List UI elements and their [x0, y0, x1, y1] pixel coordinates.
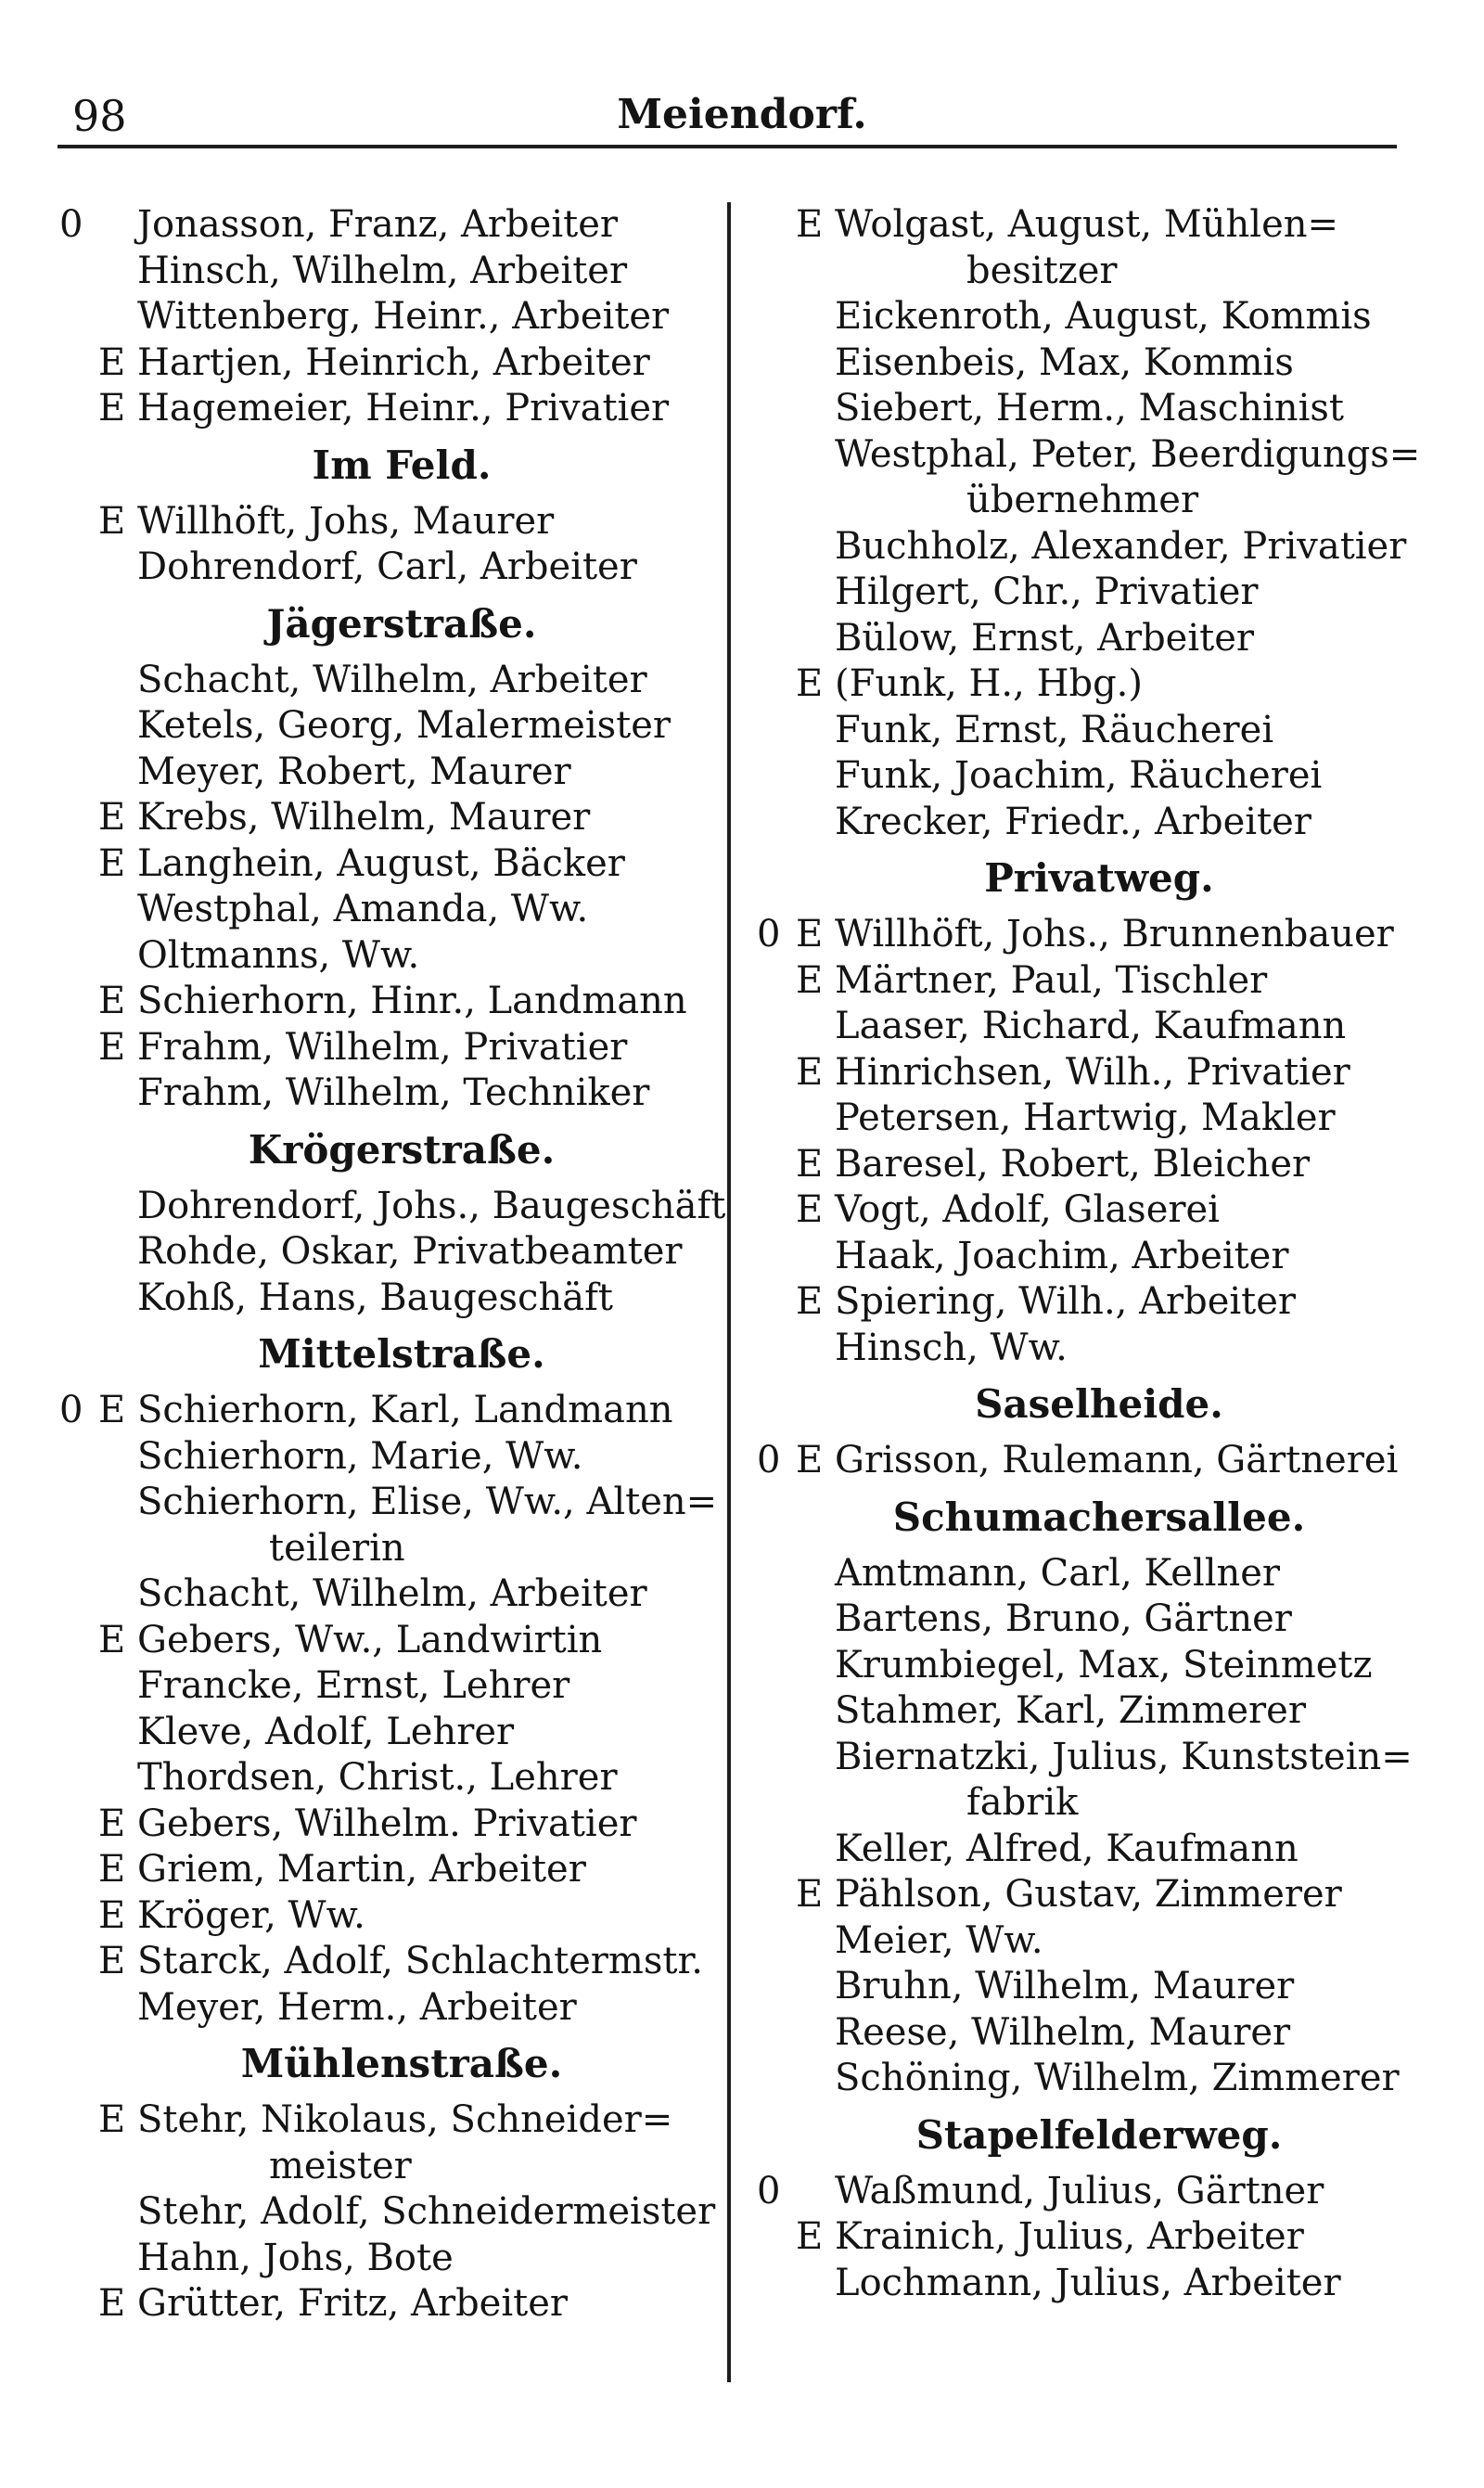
resident-entry	[100, 1434, 703, 1481]
resident-text: Krumbiegel, Max, Steinmetz	[835, 1643, 1373, 1686]
resident-text: Krecker, Friedr., Arbeiter	[835, 800, 1311, 843]
resident-text: Bartens, Bruno, Gärtner	[835, 1597, 1292, 1640]
resident-entry	[798, 1735, 1413, 1781]
resident-text: Keller, Alfred, Kaufmann	[835, 1827, 1298, 1870]
resident-text: Griem, Martin, Arbeiter	[137, 1848, 586, 1891]
resident-entry	[100, 1802, 703, 1848]
e-marker: E	[98, 1389, 126, 1431]
resident-entry	[757, 912, 1401, 958]
resident-text: Frahm, Wilhelm, Techniker	[137, 1071, 650, 1114]
resident-entry	[798, 1326, 1401, 1372]
street-heading: Stapelfelderweg.	[915, 2111, 1283, 2158]
resident-text: Hilgert, Chr., Privatier	[835, 571, 1259, 613]
resident-entry	[757, 1438, 1401, 1484]
resident-text: Amtmann, Carl, Kellner	[835, 1551, 1281, 1595]
e-marker: E	[98, 2282, 126, 2325]
resident-entry	[798, 1279, 1401, 1326]
resident-text: Pählson, Gustav, Zimmerer	[835, 1873, 1342, 1916]
resident-text: Grisson, Rulemann, Gärtnerei	[835, 1439, 1399, 1481]
resident-text: Kohß, Hans, Baugeschäft	[137, 1276, 613, 1319]
resident-text: Krainich, Julius, Arbeiter	[835, 2215, 1304, 2258]
resident-entry	[100, 1071, 703, 1117]
resident-text: Wittenberg, Heinr., Arbeiter	[137, 295, 670, 338]
column-divider	[727, 202, 731, 2382]
resident-entry	[100, 1276, 703, 1322]
resident-entry	[798, 340, 1401, 387]
resident-text: Ketels, Georg, Malermeister	[137, 704, 672, 747]
resident-text: Baresel, Robert, Bleicher	[835, 1142, 1311, 1186]
resident-entry	[59, 1388, 703, 1434]
resident-text: Petersen, Hartwig, Makler	[835, 1097, 1336, 1139]
resident-entry	[100, 1755, 703, 1802]
zero-marker: 0	[757, 913, 781, 955]
resident-entry	[757, 2169, 1401, 2215]
e-marker: E	[796, 203, 824, 246]
resident-text: Hinrichsen, Wilh., Privatier	[835, 1050, 1350, 1094]
resident-text: Starck, Adolf, Schlachtermstr.	[137, 1940, 703, 1982]
resident-entry	[100, 979, 703, 1025]
street-heading: Im Feld.	[312, 442, 492, 488]
street-heading: Krögerstraße.	[248, 1126, 556, 1173]
resident-entry	[798, 800, 1401, 846]
resident-text: Eickenroth, August, Kommis	[835, 295, 1372, 338]
left-column	[59, 202, 726, 2328]
resident-entry	[100, 795, 703, 841]
resident-text: Hinsch, Ww.	[835, 1326, 1068, 1369]
resident-text: Krebs, Wilhelm, Maurer	[137, 796, 591, 839]
resident-entry	[100, 1663, 703, 1710]
resident-entry	[100, 703, 703, 750]
resident-text: Vogt, Adolf, Glaserei	[835, 1188, 1220, 1231]
resident-entry	[798, 1551, 1401, 1597]
resident-text: Stehr, Nikolaus, Schneider=	[137, 2098, 673, 2141]
resident-text: Langhein, August, Bäcker	[137, 841, 625, 885]
resident-text: Westphal, Peter, Beerdigungs=	[835, 432, 1421, 476]
e-marker: E	[98, 499, 126, 543]
resident-entry	[798, 1096, 1401, 1142]
resident-text: Buchholz, Alexander, Privatier	[835, 524, 1407, 568]
resident-entry	[100, 887, 703, 933]
resident-text: Haak, Joachim, Arbeiter	[835, 1234, 1289, 1277]
resident-entry	[100, 2097, 703, 2144]
resident-entry	[798, 1643, 1401, 1689]
resident-text: Schierhorn, Karl, Landmann	[137, 1389, 673, 1431]
resident-text: Schierhorn, Elise, Ww., Alten=	[137, 1481, 718, 1523]
resident-entry	[100, 841, 703, 888]
resident-entry	[100, 340, 703, 387]
resident-text: Frahm, Wilhelm, Privatier	[137, 1025, 628, 1069]
e-marker: E	[98, 1940, 126, 1982]
resident-entry	[798, 386, 1401, 432]
street-heading: Saselheide.	[975, 1381, 1223, 1427]
street-heading: Schumachersallee.	[892, 1494, 1306, 1540]
resident-text: Reese, Wilhelm, Maurer	[835, 2010, 1291, 2054]
resident-text: Waßmund, Julius, Gärtner	[835, 2169, 1324, 2212]
resident-entry	[798, 1827, 1401, 1873]
resident-entry	[100, 2236, 703, 2282]
resident-text: Siebert, Herm., Maschinist	[835, 387, 1344, 430]
resident-entry	[798, 2214, 1401, 2261]
resident-text: Hartjen, Heinrich, Arbeiter	[137, 340, 650, 384]
zero-marker: 0	[59, 203, 83, 246]
resident-text: Märtner, Paul, Tischler	[835, 958, 1268, 1002]
resident-text: Stahmer, Karl, Zimmerer	[835, 1689, 1306, 1732]
resident-entry	[100, 2189, 716, 2236]
resident-entry	[100, 1229, 703, 1276]
resident-text: Dohrendorf, Carl, Arbeiter	[137, 545, 637, 588]
resident-entry	[798, 2261, 1401, 2307]
resident-text: Schacht, Wilhelm, Arbeiter	[137, 1572, 647, 1615]
resident-entry	[100, 1618, 703, 1664]
resident-entry	[100, 1893, 703, 1940]
resident-entry	[798, 2010, 1401, 2057]
resident-entry	[798, 2056, 1401, 2102]
resident-entry	[798, 661, 1401, 708]
e-marker: E	[796, 1280, 824, 1323]
resident-entry	[798, 432, 1421, 479]
resident-text: Bruhn, Wilhelm, Maurer	[835, 1965, 1295, 2007]
resident-entry	[100, 750, 703, 796]
e-marker: E	[98, 1848, 126, 1891]
resident-text: Meyer, Robert, Maurer	[137, 750, 571, 793]
e-marker: E	[796, 958, 824, 1002]
resident-text: Dohrendorf, Johs., Baugeschäft	[137, 1184, 726, 1227]
resident-entry	[100, 933, 703, 980]
resident-text: Lochmann, Julius, Arbeiter	[835, 2261, 1341, 2304]
resident-entry	[100, 386, 703, 432]
resident-text: Meyer, Herm., Arbeiter	[137, 1985, 577, 2029]
resident-entry	[798, 1964, 1401, 2010]
e-marker: E	[98, 841, 126, 885]
resident-text: Spiering, Wilh., Arbeiter	[835, 1280, 1297, 1323]
resident-text: Kleve, Adolf, Lehrer	[137, 1710, 515, 1753]
e-marker: E	[98, 340, 126, 384]
e-marker: E	[98, 1802, 126, 1845]
resident-entry	[100, 499, 703, 545]
resident-text: Eisenbeis, Max, Kommis	[835, 340, 1294, 384]
resident-entry	[100, 1025, 703, 1071]
e-marker: E	[796, 1188, 824, 1231]
e-marker: E	[796, 1142, 824, 1186]
resident-entry	[798, 753, 1401, 800]
resident-entry	[59, 202, 703, 249]
resident-entry	[100, 658, 703, 704]
resident-text: Grütter, Fritz, Arbeiter	[137, 2282, 569, 2325]
resident-text: (Funk, H., Hbg.)	[835, 662, 1143, 705]
entry-continuation: fabrik	[966, 1781, 1079, 1824]
resident-text: Willhöft, Johs., Brunnenbauer	[835, 913, 1394, 955]
resident-text: Rohde, Oskar, Privatbeamter	[137, 1230, 683, 1273]
resident-entry	[798, 1050, 1401, 1097]
resident-text: Jonasson, Franz, Arbeiter	[137, 203, 618, 246]
resident-text: Schöning, Wilhelm, Zimmerer	[835, 2057, 1400, 2099]
resident-text: Francke, Ernst, Lehrer	[137, 1664, 570, 1707]
resident-entry	[100, 1710, 703, 1756]
e-marker: E	[98, 1025, 126, 1069]
resident-entry	[798, 958, 1401, 1005]
resident-text: Willhöft, Johs, Maurer	[137, 499, 555, 543]
running-head: Meiendorf.	[617, 91, 867, 138]
resident-entry	[798, 1142, 1401, 1188]
resident-text: Laaser, Richard, Kaufmann	[835, 1005, 1347, 1047]
resident-text: Funk, Ernst, Räucherei	[835, 708, 1274, 751]
e-marker: E	[98, 1618, 126, 1661]
resident-entry	[100, 545, 703, 591]
resident-entry	[798, 616, 1401, 662]
resident-entry	[798, 1597, 1401, 1643]
resident-text: Stehr, Adolf, Schneidermeister	[137, 2190, 716, 2233]
resident-text: Kröger, Ww.	[137, 1893, 365, 1937]
resident-entry	[798, 708, 1401, 754]
page-number: 98	[72, 91, 127, 141]
resident-entry	[100, 249, 703, 295]
zero-marker: 0	[757, 2169, 781, 2212]
resident-entry	[798, 202, 1401, 249]
e-marker: E	[98, 2098, 126, 2141]
resident-text: Funk, Joachim, Räucherei	[835, 754, 1323, 797]
resident-entry	[798, 570, 1401, 616]
resident-text: Oltmanns, Ww.	[137, 933, 420, 977]
resident-entry	[798, 1234, 1401, 1280]
resident-entry	[100, 1985, 703, 2032]
e-marker: E	[98, 387, 126, 430]
street-heading: Mittelstraße.	[258, 1331, 545, 1377]
zero-marker: 0	[59, 1389, 83, 1431]
e-marker: E	[98, 796, 126, 839]
resident-text: Westphal, Amanda, Ww.	[137, 888, 589, 930]
resident-text: Schacht, Wilhelm, Arbeiter	[137, 658, 647, 701]
resident-text: Schierhorn, Hinr., Landmann	[137, 980, 687, 1022]
resident-entry	[100, 1939, 703, 1985]
resident-entry	[798, 1918, 1401, 1965]
header-rule	[58, 145, 1397, 148]
e-marker: E	[796, 662, 824, 705]
e-marker: E	[98, 980, 126, 1022]
resident-text: Gebers, Wilhelm. Privatier	[137, 1802, 637, 1845]
e-marker: E	[796, 1439, 824, 1481]
resident-entry	[798, 524, 1407, 571]
resident-entry	[798, 1872, 1401, 1918]
street-heading: Jägerstraße.	[266, 600, 537, 647]
resident-text: Bülow, Ernst, Arbeiter	[835, 616, 1255, 660]
resident-text: Schierhorn, Marie, Ww.	[137, 1434, 583, 1478]
resident-entry	[100, 1184, 726, 1230]
street-heading: Privatweg.	[984, 855, 1214, 901]
resident-entry	[798, 1688, 1401, 1735]
e-marker: E	[796, 2215, 824, 2258]
entry-continuation: übernehmer	[966, 479, 1199, 521]
resident-entry	[100, 1480, 718, 1526]
zero-marker: 0	[757, 1439, 781, 1481]
resident-text: Wolgast, August, Mühlen=	[835, 203, 1339, 246]
resident-entry	[100, 294, 703, 340]
e-marker: E	[796, 1050, 824, 1094]
e-marker: E	[796, 913, 824, 955]
resident-text: Thordsen, Christ., Lehrer	[137, 1756, 618, 1799]
e-marker: E	[98, 1893, 126, 1937]
resident-text: Hinsch, Wilhelm, Arbeiter	[137, 249, 628, 292]
entry-continuation: teilerin	[269, 1526, 405, 1570]
resident-text: Meier, Ww.	[835, 1918, 1043, 1962]
resident-entry	[100, 2281, 703, 2328]
resident-entry	[100, 1571, 703, 1618]
resident-text: Hagemeier, Heinr., Privatier	[137, 387, 670, 430]
resident-text: Gebers, Ww., Landwirtin	[137, 1618, 603, 1661]
street-heading: Mühlenstraße.	[240, 2041, 563, 2086]
resident-entry	[798, 1004, 1401, 1050]
resident-text: Biernatzki, Julius, Kunststein=	[835, 1735, 1413, 1778]
e-marker: E	[796, 1873, 824, 1916]
resident-text: Hahn, Johs, Bote	[137, 2236, 454, 2279]
entry-continuation: meister	[269, 2144, 412, 2187]
resident-entry	[100, 1847, 703, 1893]
resident-entry	[798, 294, 1401, 340]
entry-continuation: besitzer	[966, 249, 1118, 292]
right-column	[757, 202, 1421, 2306]
resident-entry	[798, 1187, 1401, 1234]
